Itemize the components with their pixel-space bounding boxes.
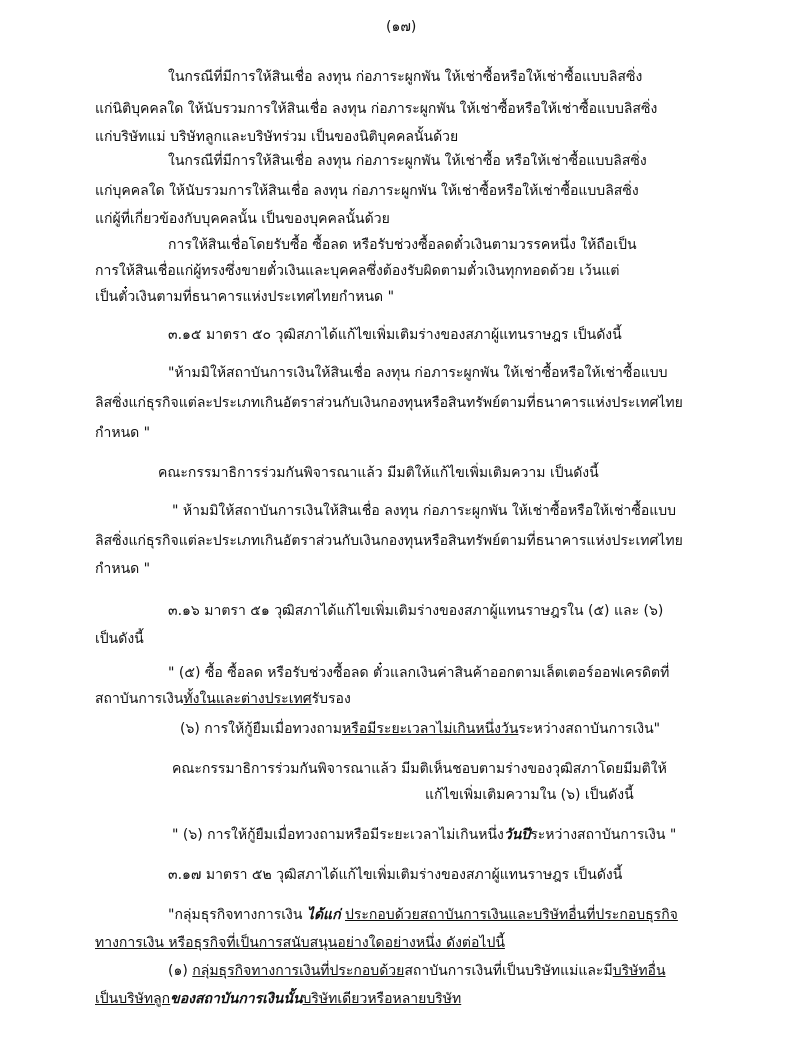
section-3-16-revised-line-1 — [172, 826, 676, 844]
section-3-16-committee: คณะกรรมาธิการร่วมกันพิจารณาแล้ว มีมติเห็นชอบตามร่างของวุฒิสภาโดยมีมติให้ — [172, 761, 667, 777]
paragraph-3-line-3: เป็นตั๋วเงินตามที่ธนาคารแห่งประเทศไทยกำหนด " — [95, 289, 395, 305]
quote-text: รับรอง — [311, 691, 351, 707]
section-3-15-revised-line-1: " ห้ามมิให้สถาบันการเงินให้สินเชื่อ ลงทุน ก่อภาระผูกพัน ให้เช่าซื้อหรือให้เช่าซื้อแบบ — [172, 503, 677, 519]
revised-text: " (๖) การให้กู้ยืมเมื่อทวงถามหรือมีระยะเวลาไม่เกินหนึ่ง — [172, 827, 504, 843]
section-3-16-heading-line-2: เป็นดังนี้ — [95, 631, 144, 647]
section-3-16-quote-line-1: " (๕) ซื้อ ซื้อลด หรือรับช่วงซื้อลด ตั๋วแลกเงินค่าสินค้าออกตามเล็ตเตอร์ออฟเครดิตที่ — [168, 665, 670, 681]
paragraph-1-line-2: แก่นิติบุคคลใด ให้นับรวมการให้สินเชื่อ ลงทุน ก่อภาระผูกพัน ให้เช่าซื้อหรือให้เช่าซื้อแบบลิสซิ่ง — [95, 101, 658, 117]
emphasis-text: ได้แก่ — [306, 907, 341, 923]
page-number: (๑๗) — [386, 19, 417, 35]
quote-text: (๑) — [168, 963, 193, 979]
section-3-16-heading: ๓.๑๖ มาตรา ๕๑ วุฒิสภาได้แก้ไขเพิ่มเติมร่างของสภาผู้แทนราษฎรใน (๕) และ (๖) — [168, 603, 664, 619]
quote-text: "กลุ่มธุรกิจทางการเงิน — [168, 907, 307, 923]
underlined-text: ทั้งในและต่างประเทศ — [183, 691, 312, 707]
section-3-15-quote-line-3: กำหนด " — [95, 425, 151, 441]
section-3-15-heading: ๓.๑๕ มาตรา ๕๐ วุฒิสภาได้แก้ไขเพิ่มเติมร่างของสภาผู้แทนราษฎร เป็นดังนี้ — [168, 327, 622, 343]
quote-text: ระหว่างสถาบันการเงิน" — [518, 721, 661, 737]
quote-text: สถาบันการเงิน — [95, 691, 184, 707]
section-3-17-quote-line-4 — [95, 990, 461, 1008]
paragraph-1-line-3: แก่บริษัทแม่ บริษัทลูกและบริษัทร่วม เป็นของนิติบุคคลนั้นด้วย — [95, 129, 459, 145]
section-3-17-heading: ๓.๑๗ มาตรา ๕๒ วุฒิสภาได้แก้ไขเพิ่มเติมร่างของสภาผู้แทนราษฎร เป็นดังนี้ — [168, 867, 623, 883]
section-3-15-quote-line-2: ลิสซิ่งแก่ธุรกิจแต่ละประเภทเกินอัตราส่วนกับเงินกองทุนหรือสินทรัพย์ตามที่ธนาคารแห่งประเทศไทย — [95, 395, 683, 411]
underlined-text: บริษัทอื่น — [612, 963, 666, 979]
section-3-17-quote-line-2: ทางการเงิน หรือธุรกิจที่เป็นการสนับสนุนอย่างใดอย่างหนึ่ง ดังต่อไปนี้ — [95, 935, 505, 951]
paragraph-3-line-2: การให้สินเชื่อแก่ผู้ทรงซึ่งขายตั๋วเงินและบุคคลซึ่งต้องรับผิดตามตั๋วเงินทุกทอดด้วย เว้นแต่ — [95, 263, 620, 279]
underlined-text: กลุ่มธุรกิจทางการเงินที่ประกอบด้วย — [192, 963, 405, 979]
section-3-17-quote-line-1 — [168, 906, 678, 924]
underlined-text: หรือมีระยะเวลาไม่เกินหนึ่งวัน — [342, 721, 519, 737]
section-3-15-quote-line-1: "ห้ามมิให้สถาบันการเงินให้สินเชื่อ ลงทุน ก่อภาระผูกพัน ให้เช่าซื้อหรือให้เช่าซื้อแบบ — [168, 365, 668, 381]
section-3-16-quote-line-3 — [180, 720, 660, 738]
underlined-text: ประกอบด้วยสถาบันการเงินและบริษัทอื่นที่ประกอบธุรกิจ — [345, 907, 678, 923]
section-3-15-revised-line-2: ลิสซิ่งแก่ธุรกิจแต่ละประเภทเกินอัตราส่วนกับเงินกองทุนหรือสินทรัพย์ตามที่ธนาคารแห่งประเทศไทย — [95, 533, 683, 549]
paragraph-1-line-1: ในกรณีที่มีการให้สินเชื่อ ลงทุน ก่อภาระผูกพัน ให้เช่าซื้อหรือให้เช่าซื้อแบบลิสซิ่ง — [168, 69, 643, 85]
underlined-text: เป็นบริษัทลูก — [95, 991, 171, 1007]
paragraph-3-line-1: การให้สินเชื่อโดยรับซื้อ ซื้อลด หรือรับช่วงซื้อลดตั๋วเงินตามวรรคหนึ่ง ให้ถือเป็น — [168, 237, 637, 253]
emphasis-text: วันปี — [503, 827, 531, 843]
quote-text: สถาบันการเงินที่เป็นบริษัทแม่และมี — [404, 963, 613, 979]
paragraph-2-line-1: ในกรณีที่มีการให้สินเชื่อ ลงทุน ก่อภาระผูกพัน ให้เช่าซื้อ หรือให้เช่าซื้อแบบลิสซิ่ง — [168, 153, 647, 169]
section-3-15-revised-line-3: กำหนด " — [95, 561, 151, 577]
emphasis-text: ของสถาบันการเงินนั้น — [170, 991, 303, 1007]
section-3-16-committee-line-2: แก้ไขเพิ่มเติมความใน (๖) เป็นดังนี้ — [425, 787, 634, 803]
underlined-text: บริษัทเดียวหรือหลายบริษัท — [302, 991, 462, 1007]
section-3-15-committee: คณะกรรมาธิการร่วมกันพิจารณาแล้ว มีมติให้แก้ไขเพิ่มเติมความ เป็นดังนี้ — [158, 465, 599, 481]
section-3-16-quote-line-2 — [95, 690, 351, 708]
section-3-17-quote-line-3 — [168, 962, 666, 980]
quote-text: (๖) การให้กู้ยืมเมื่อทวงถาม — [180, 721, 343, 737]
paragraph-2-line-3: แก่ผู้ที่เกี่ยวข้องกับบุคคลนั้น เป็นของบุคคลนั้นด้วย — [95, 211, 390, 227]
revised-text: ระหว่างสถาบันการเงิน " — [530, 827, 677, 843]
paragraph-2-line-2: แก่บุคคลใด ให้นับรวมการให้สินเชื่อ ลงทุน ก่อภาระผูกพัน ให้เช่าซื้อหรือให้เช่าซื้อแบบลิสซิ่ง — [95, 183, 639, 199]
